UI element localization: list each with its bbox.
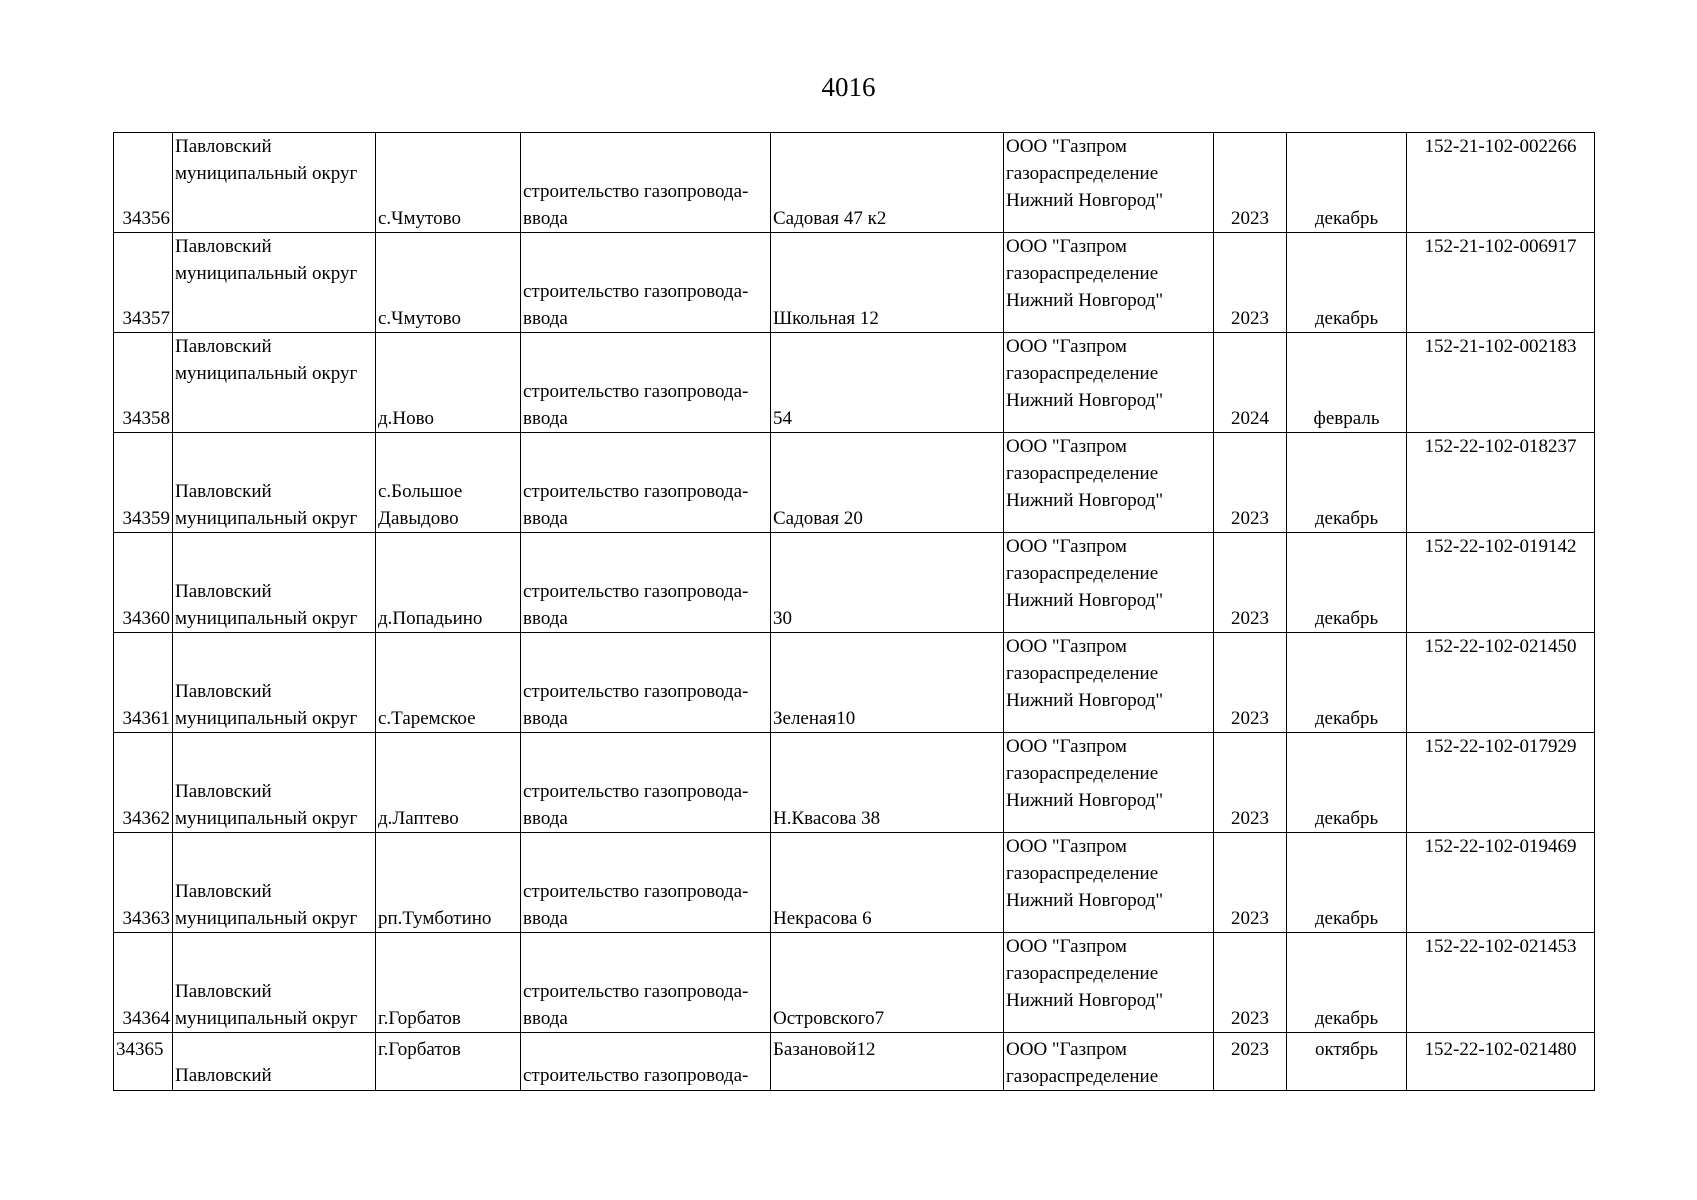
code-cell-line: 152-22-102-019469 [1424, 836, 1577, 857]
organization-cell-line: ООО "Газпром [1006, 536, 1127, 557]
work-type-cell-line: ввода [523, 508, 568, 529]
locality-cell-line: рп.Тумботино [378, 908, 492, 929]
organization-cell-line: газораспределение [1006, 463, 1159, 484]
address-cell [771, 633, 1004, 733]
district-cell-line: Павловский [175, 336, 272, 357]
district-cell-line: муниципальный округ [175, 163, 358, 184]
work-type-cell [521, 1033, 771, 1091]
year-cell [1214, 633, 1287, 733]
locality-cell [376, 933, 521, 1033]
code-cell [1407, 833, 1595, 933]
code-cell-line: 152-22-102-019142 [1424, 536, 1577, 557]
organization-cell-line: ООО "Газпром [1006, 236, 1127, 257]
organization-cell-line: Нижний Новгород" [1006, 990, 1164, 1011]
organization-cell [1004, 933, 1214, 1033]
organization-cell-line: газораспределение [1006, 363, 1159, 384]
locality-cell-line: д.Ново [378, 408, 434, 429]
year-cell [1214, 433, 1287, 533]
locality-cell [376, 133, 521, 233]
district-cell [173, 1033, 376, 1091]
organization-cell [1004, 333, 1214, 433]
locality-cell [376, 533, 521, 633]
code-cell [1407, 133, 1595, 233]
code-cell [1407, 533, 1595, 633]
month-cell [1287, 833, 1407, 933]
organization-cell-line: Нижний Новгород" [1006, 390, 1164, 411]
month-cell-line: декабрь [1314, 1008, 1379, 1029]
address-cell [771, 733, 1004, 833]
year-cell-line: 2023 [1231, 508, 1269, 529]
address-cell [771, 533, 1004, 633]
work-type-cell-line: ввода [523, 708, 568, 729]
organization-cell-line: газораспределение [1006, 1066, 1159, 1087]
month-cell-line: декабрь [1314, 908, 1379, 929]
code-cell-line: 152-21-102-002183 [1424, 336, 1577, 357]
table-row [114, 933, 1595, 1033]
work-type-cell-line: строительство газопровода- [523, 681, 749, 702]
table-body [114, 133, 1595, 1091]
code-cell [1407, 633, 1595, 733]
work-type-cell-line: ввода [523, 608, 568, 629]
work-type-cell [521, 933, 771, 1033]
table-row [114, 433, 1595, 533]
organization-cell-line: ООО "Газпром [1006, 836, 1127, 857]
district-cell-line: Павловский [175, 481, 272, 502]
locality-cell [376, 433, 521, 533]
locality-cell-line: г.Горбатов [378, 1008, 461, 1029]
organization-cell-line: ООО "Газпром [1006, 436, 1127, 457]
organization-cell-line: Нижний Новгород" [1006, 790, 1164, 811]
row-number-line: 34365 [116, 1039, 164, 1060]
work-type-cell-line: строительство газопровода- [523, 281, 749, 302]
row-number-line: 34362 [122, 808, 170, 829]
row-number [114, 1033, 173, 1091]
locality-cell-line: г.Горбатов [378, 1039, 461, 1060]
year-cell [1214, 333, 1287, 433]
district-cell-line: Павловский [175, 236, 272, 257]
table-row [114, 633, 1595, 733]
organization-cell [1004, 1033, 1214, 1091]
work-type-cell [521, 533, 771, 633]
month-cell [1287, 333, 1407, 433]
work-type-cell-line: строительство газопровода- [523, 381, 749, 402]
row-number-line: 34358 [122, 408, 170, 429]
month-cell-line: декабрь [1314, 808, 1379, 829]
address-cell [771, 1033, 1004, 1091]
district-cell [173, 433, 376, 533]
code-cell-line: 152-22-102-021453 [1424, 936, 1577, 957]
address-cell-line: Некрасова 6 [773, 908, 872, 929]
locality-cell [376, 733, 521, 833]
address-cell [771, 433, 1004, 533]
code-cell [1407, 433, 1595, 533]
work-type-cell-line: ввода [523, 908, 568, 929]
row-number-line: 34356 [122, 208, 170, 229]
district-cell-line: муниципальный округ [175, 708, 358, 729]
district-cell-line: муниципальный округ [175, 908, 358, 929]
district-cell-line: Павловский [175, 781, 272, 802]
work-type-cell-line: строительство газопровода- [523, 1065, 749, 1086]
organization-cell [1004, 633, 1214, 733]
organization-cell-line: газораспределение [1006, 963, 1159, 984]
year-cell [1214, 833, 1287, 933]
district-cell-line: муниципальный округ [175, 363, 358, 384]
district-cell [173, 933, 376, 1033]
work-type-cell-line: ввода [523, 808, 568, 829]
month-cell-line: декабрь [1314, 508, 1379, 529]
locality-cell-line: с.Чмутово [378, 208, 461, 229]
code-cell-line: 152-21-102-002266 [1424, 136, 1577, 157]
year-cell [1214, 233, 1287, 333]
address-cell-line: Зеленая10 [773, 708, 856, 729]
district-cell-line: Павловский [175, 136, 272, 157]
table-row [114, 133, 1595, 233]
organization-cell-line: Нижний Новгород" [1006, 490, 1164, 511]
organization-cell-line: Нижний Новгород" [1006, 190, 1164, 211]
locality-cell-line: д.Лаптево [378, 808, 459, 829]
district-cell-line: Павловский [175, 881, 272, 902]
district-cell [173, 533, 376, 633]
work-type-cell [521, 633, 771, 733]
code-cell [1407, 1033, 1595, 1091]
row-number-line: 34359 [122, 508, 170, 529]
organization-cell-line: ООО "Газпром [1006, 136, 1127, 157]
district-cell-line: Павловский [175, 981, 272, 1002]
row-number [114, 233, 173, 333]
year-cell-line: 2023 [1231, 308, 1269, 329]
district-cell [173, 633, 376, 733]
organization-cell-line: Нижний Новгород" [1006, 890, 1164, 911]
month-cell-line: декабрь [1314, 308, 1379, 329]
row-number [114, 633, 173, 733]
work-type-cell-line: строительство газопровода- [523, 181, 749, 202]
row-number-line: 34363 [122, 908, 170, 929]
district-cell [173, 233, 376, 333]
address-cell-line: 30 [773, 608, 792, 629]
code-cell [1407, 933, 1595, 1033]
month-cell [1287, 133, 1407, 233]
locality-cell-line: с.Чмутово [378, 308, 461, 329]
locality-cell-line: с.Большое [378, 481, 463, 502]
code-cell-line: 152-22-102-018237 [1424, 436, 1577, 457]
year-cell [1214, 1033, 1287, 1091]
organization-cell-line: ООО "Газпром [1006, 936, 1127, 957]
row-number-line: 34361 [122, 708, 170, 729]
district-cell-line: муниципальный округ [175, 608, 358, 629]
district-cell-line: Павловский [175, 681, 272, 702]
address-cell-line: Н.Квасова 38 [773, 808, 881, 829]
work-type-cell-line: строительство газопровода- [523, 881, 749, 902]
district-cell-line: муниципальный округ [175, 508, 358, 529]
organization-cell [1004, 533, 1214, 633]
code-cell-line: 152-21-102-006917 [1424, 236, 1577, 257]
month-cell-line: декабрь [1314, 608, 1379, 629]
year-cell-line: 2023 [1231, 1008, 1269, 1029]
work-type-cell-line: ввода [523, 1008, 568, 1029]
locality-cell [376, 1033, 521, 1091]
year-cell-line: 2023 [1231, 608, 1269, 629]
organization-cell-line: газораспределение [1006, 663, 1159, 684]
organization-cell-line: газораспределение [1006, 163, 1159, 184]
organization-cell-line: ООО "Газпром [1006, 636, 1127, 657]
year-cell [1214, 133, 1287, 233]
month-cell [1287, 233, 1407, 333]
district-cell-line: Павловский [175, 1065, 272, 1086]
year-cell-line: 2023 [1231, 808, 1269, 829]
year-cell-line: 2023 [1231, 208, 1269, 229]
organization-cell-line: ООО "Газпром [1006, 736, 1127, 757]
organization-cell-line: Нижний Новгород" [1006, 690, 1164, 711]
table-row [114, 733, 1595, 833]
row-number-line: 34360 [122, 608, 170, 629]
organization-cell-line: Нижний Новгород" [1006, 290, 1164, 311]
work-type-cell-line: строительство газопровода- [523, 781, 749, 802]
row-number-line: 34364 [122, 1008, 170, 1029]
code-cell [1407, 233, 1595, 333]
locality-cell-line: Давыдово [378, 508, 459, 529]
organization-cell-line: газораспределение [1006, 763, 1159, 784]
work-type-cell-line: строительство газопровода- [523, 981, 749, 1002]
month-cell-line: февраль [1313, 408, 1380, 429]
month-cell [1287, 733, 1407, 833]
organization-cell-line: газораспределение [1006, 563, 1159, 584]
organization-cell-line: газораспределение [1006, 263, 1159, 284]
organization-cell-line: ООО "Газпром [1006, 1039, 1127, 1060]
locality-cell [376, 633, 521, 733]
code-cell-line: 152-22-102-017929 [1424, 736, 1577, 757]
month-cell-line: декабрь [1314, 208, 1379, 229]
month-cell [1287, 533, 1407, 633]
table-row [114, 1033, 1595, 1091]
work-type-cell-line: ввода [523, 408, 568, 429]
address-cell-line: 54 [773, 408, 792, 429]
work-type-cell [521, 433, 771, 533]
locality-cell [376, 233, 521, 333]
month-cell [1287, 1033, 1407, 1091]
locality-cell-line: с.Таремское [378, 708, 476, 729]
month-cell [1287, 433, 1407, 533]
year-cell-line: 2023 [1231, 708, 1269, 729]
organization-cell [1004, 733, 1214, 833]
district-cell [173, 333, 376, 433]
address-cell [771, 233, 1004, 333]
organization-cell [1004, 233, 1214, 333]
locality-cell [376, 333, 521, 433]
work-type-cell [521, 133, 771, 233]
month-cell-line: октябрь [1314, 1039, 1379, 1060]
address-cell-line: Садовая 47 к2 [773, 208, 887, 229]
row-number-line: 34357 [122, 308, 170, 329]
row-number [114, 333, 173, 433]
table-row [114, 333, 1595, 433]
page-number: 4016 [821, 72, 876, 102]
address-cell [771, 833, 1004, 933]
month-cell [1287, 633, 1407, 733]
locality-cell-line: д.Попадьино [378, 608, 483, 629]
address-cell-line: Садовая 20 [773, 508, 863, 529]
address-cell [771, 333, 1004, 433]
address-cell-line: Островского7 [773, 1008, 885, 1029]
work-type-cell-line: ввода [523, 308, 568, 329]
row-number [114, 133, 173, 233]
row-number [114, 533, 173, 633]
address-cell-line: Школьная 12 [773, 308, 879, 329]
district-cell [173, 133, 376, 233]
district-cell-line: муниципальный округ [175, 263, 358, 284]
district-cell [173, 833, 376, 933]
code-cell [1407, 733, 1595, 833]
work-type-cell-line: строительство газопровода- [523, 581, 749, 602]
organization-cell-line: Нижний Новгород" [1006, 590, 1164, 611]
year-cell [1214, 533, 1287, 633]
address-cell [771, 133, 1004, 233]
work-type-cell-line: строительство газопровода- [523, 481, 749, 502]
work-type-cell [521, 833, 771, 933]
organization-cell [1004, 133, 1214, 233]
district-cell-line: Павловский [175, 581, 272, 602]
month-cell-line: декабрь [1314, 708, 1379, 729]
year-cell-line: 2023 [1231, 1039, 1269, 1060]
district-cell-line: муниципальный округ [175, 1008, 358, 1029]
address-cell [771, 933, 1004, 1033]
year-cell-line: 2023 [1231, 908, 1269, 929]
year-cell [1214, 933, 1287, 1033]
organization-cell-line: ООО "Газпром [1006, 336, 1127, 357]
organization-cell [1004, 833, 1214, 933]
organization-cell [1004, 433, 1214, 533]
work-type-cell-line: ввода [523, 208, 568, 229]
address-cell-line: Базановой12 [773, 1039, 876, 1060]
year-cell [1214, 733, 1287, 833]
code-cell-line: 152-22-102-021480 [1424, 1039, 1577, 1060]
locality-cell [376, 833, 521, 933]
row-number [114, 733, 173, 833]
district-cell [173, 733, 376, 833]
code-cell-line: 152-22-102-021450 [1424, 636, 1577, 657]
table-row [114, 833, 1595, 933]
row-number [114, 833, 173, 933]
year-cell-line: 2024 [1231, 408, 1269, 429]
month-cell [1287, 933, 1407, 1033]
work-type-cell [521, 233, 771, 333]
row-number [114, 433, 173, 533]
work-type-cell [521, 333, 771, 433]
table-row [114, 533, 1595, 633]
organization-cell-line: газораспределение [1006, 863, 1159, 884]
work-type-cell [521, 733, 771, 833]
district-cell-line: муниципальный округ [175, 808, 358, 829]
code-cell [1407, 333, 1595, 433]
row-number [114, 933, 173, 1033]
table-row [114, 233, 1595, 333]
registry-table [113, 132, 1595, 1091]
